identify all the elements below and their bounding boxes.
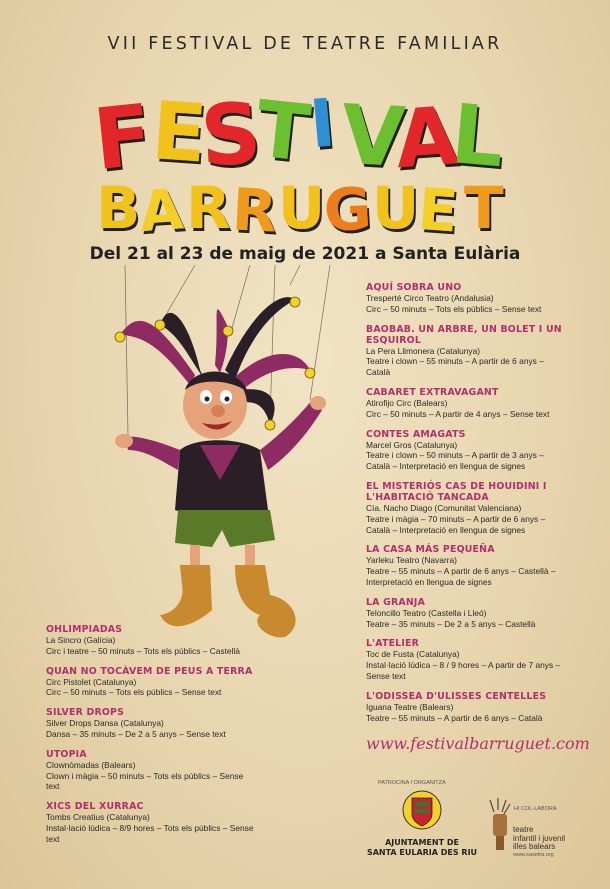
collaborator-website: www.sasetra.org (513, 852, 554, 858)
ajuntament-crest-logo (402, 788, 442, 834)
show-company: Toc de Fusta (Catalunya) (366, 649, 460, 660)
logo-letter: I (306, 84, 338, 164)
show-title: XICS DEL XURRAC (46, 801, 144, 813)
show-company: Tresperté Circo Teatro (Andalusia) (366, 293, 494, 303)
jester-marionette-illustration (100, 265, 370, 645)
logo-letter: T (464, 174, 504, 242)
collaborator-logo (484, 796, 516, 856)
show-item (46, 707, 256, 740)
show-title: L'ATELIER (366, 638, 420, 650)
show-detail: Teatre i màgia – 70 minuts – A partir de 6 anys – Català – Interpretació en llengua de signes (366, 513, 546, 535)
logo-letter: E (415, 174, 461, 246)
show-detail: Circ i teatre – 50 minuts – Tots els públics – Castellà (46, 645, 240, 656)
festival-dates: Del 21 al 23 de maig de 2021 a Santa Eulària (89, 244, 521, 264)
collaborator-name: teatre infantil i juvenil illes balears (513, 825, 566, 851)
show-company: Iguana Teatre (Balears) (366, 701, 454, 712)
show-detail: Teatre i clown – 55 minuts – A partir de 6 anys – Català (366, 356, 544, 378)
shows-list-right (366, 282, 566, 732)
logo-letter: S (197, 84, 264, 186)
show-company: Silver Drops Dansa (Catalunya) (46, 718, 164, 729)
logo-letter: B (96, 174, 141, 242)
show-title: OHLIMPIADAS (46, 624, 123, 635)
logo-letter: E (148, 84, 210, 181)
logo-letter: L (447, 87, 508, 187)
show-title: QUAN NO TOCÀVEM DE PEUS A TERRA (46, 665, 253, 677)
show-item (366, 282, 566, 315)
show-item (366, 638, 566, 681)
show-detail: Teatre – 35 minuts – De 2 a 5 anys – Castellà (366, 618, 536, 629)
show-item (366, 429, 566, 472)
show-detail: Clown i màgia – 50 minuts – Tots els públics – Sense text (46, 770, 244, 792)
edition-title: VII FESTIVAL DE TEATRE FAMILIAR (107, 34, 503, 54)
show-title: CONTES AMAGATS (366, 428, 466, 440)
show-company: Teloncillo Teatro (Castella i Lleó) (366, 607, 487, 618)
logo-letter: A (137, 177, 186, 246)
show-item (366, 544, 566, 587)
logo-letter: U (372, 174, 420, 242)
shows-list-left (46, 624, 256, 854)
show-title: BAOBAB. UN ARBRE, UN BOLET I UN ESQUIROL (366, 323, 562, 346)
logo-letter: F (89, 85, 157, 189)
show-detail: Teatre – 55 minuts – A partir de 6 anys – Castellà – Interpretació en llengua de signes (366, 566, 556, 587)
logo-letter: R (230, 175, 279, 246)
show-company: Cía. Nacho Diago (Comunitat Valenciana) (366, 502, 522, 513)
show-detail: Instal·lació lúdica – 8/9 hores – Tots els públics – Sense text (46, 822, 254, 844)
show-detail: Teatre i clown – 50 minuts – A partir de 3 anys – Català – Interpretació en llengua de signes (366, 450, 544, 472)
show-item (366, 597, 566, 630)
show-item (46, 749, 256, 792)
show-title: LA GRANJA (366, 596, 426, 608)
show-item (46, 624, 256, 657)
show-item (366, 324, 566, 378)
show-company: Atirofijo Circ (Balears) (366, 397, 448, 408)
logo-letter: T (251, 84, 314, 180)
show-detail: Circ – 50 minuts – A partir de 4 anys – Sense text (366, 408, 550, 419)
show-title: AQUÍ SOBRA UNO (366, 282, 462, 293)
logo-letter: U (278, 174, 326, 242)
collab-label: HI COL·LABORA (514, 806, 557, 812)
show-item (366, 481, 566, 535)
organizer-name: AJUNTAMENT DE SANTA EULARIA DES RIU (366, 838, 478, 857)
logo-letter: R (186, 174, 231, 242)
show-item (366, 387, 566, 420)
show-title: SILVER DROPS (46, 707, 125, 719)
show-company: Yarleku Teatro (Navarra) (366, 555, 457, 566)
show-detail: Circ – 50 minuts – Tots els públics – Sense text (366, 303, 542, 314)
show-company: Tombs Creatius (Catalunya) (46, 812, 150, 823)
logo-letter: G (322, 174, 374, 245)
show-item (46, 666, 256, 699)
show-detail: Dansa – 35 minuts – De 2 a 5 anys – Sense text (46, 728, 226, 739)
festival-logo (89, 84, 526, 246)
show-detail: Teatre – 55 minuts – A partir de 6 anys – Català (366, 712, 543, 723)
show-detail: Circ – 50 minuts – Tots els públics – Sense text (46, 687, 222, 698)
website-link[interactable]: www.festivalbarruguet.com (366, 734, 590, 753)
show-company: Circ Pistolet (Catalunya) (46, 676, 137, 687)
show-company: Marcel Gros (Catalunya) (366, 439, 458, 450)
show-item (46, 801, 256, 844)
show-title: EL MISTERIÓS CAS DE HOUIDINI I L'HABITACIÓ TANCADA (366, 480, 547, 503)
show-company: Clownòmadas (Balears) (46, 759, 136, 770)
logo-letter: V (338, 87, 408, 186)
show-company: La Pera Llimonera (Catalunya) (366, 345, 481, 356)
show-title: UTOPIA (46, 748, 87, 760)
show-item (366, 691, 566, 724)
logo-letter: A (392, 89, 461, 187)
show-title: CABARET EXTRAVAGANT (366, 386, 499, 398)
organizer-label: PATROCINA I ORGANITZA (378, 780, 446, 786)
show-title: LA CASA MÁS PEQUEÑA (366, 544, 495, 556)
show-title: L'ODISSEA D'ULISSES CENTELLES (366, 690, 547, 702)
show-detail: Instal·lació lúdica – 8 / 9 hores – A partir de 7 anys – Sense text (366, 660, 561, 681)
show-company: La Sincro (Galícia) (46, 635, 116, 645)
